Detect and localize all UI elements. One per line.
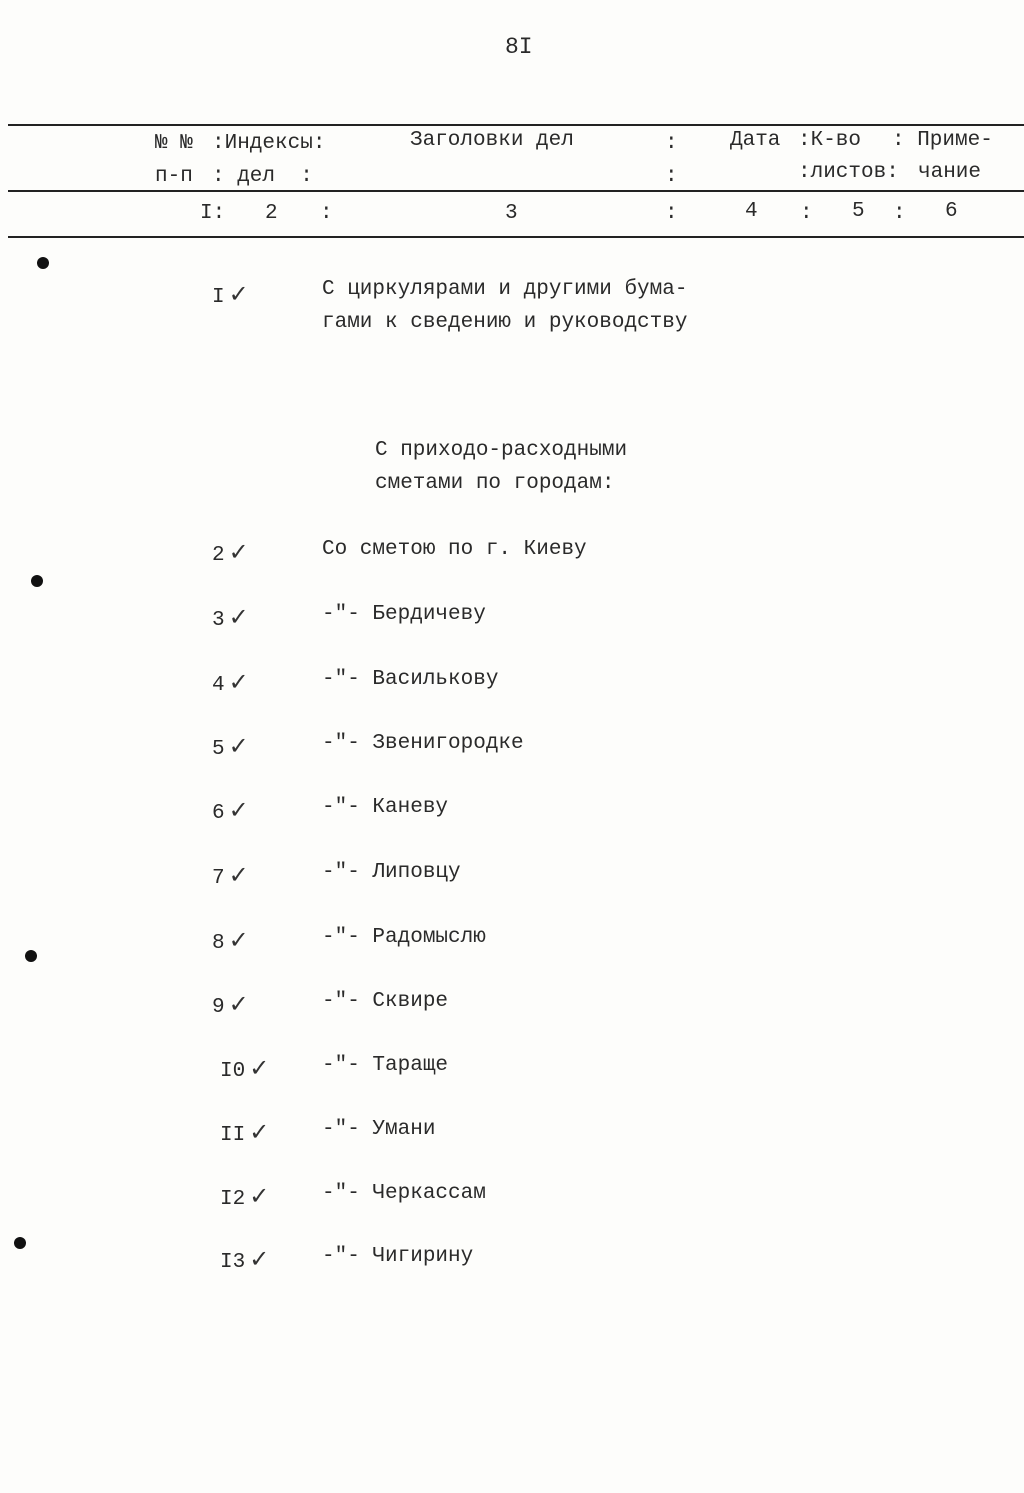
entry-title: гами к сведению и руководству	[322, 311, 688, 334]
binding-hole-mark	[25, 950, 37, 962]
page-number: 8I	[505, 34, 533, 60]
header-col5-line1: :К-во	[798, 129, 862, 152]
colnum-sep: :	[800, 202, 813, 225]
entry-title: -"- Сквире	[322, 990, 449, 1013]
entry-title: Со сметою по г. Киеву	[322, 538, 587, 561]
entry-title: -"- Василькову	[322, 668, 499, 691]
entry-number: 9 ✓	[212, 990, 249, 1019]
section-heading: С приходо-расходными	[375, 439, 628, 462]
colnum-1: I:	[200, 202, 226, 225]
binding-hole-mark	[14, 1237, 26, 1249]
entry-number: 5 ✓	[212, 732, 249, 761]
entry-title: -"- Тараще	[322, 1054, 449, 1077]
header-col2-line1: :Индексы:	[212, 132, 326, 155]
colnum-6: 6	[945, 200, 958, 223]
entry-title: -"- Радомыслю	[322, 926, 486, 949]
entry-title: -"- Бердичеву	[322, 603, 486, 626]
entry-number: 8 ✓	[212, 926, 249, 955]
table-bottom-rule	[8, 236, 1024, 238]
binding-hole-mark	[31, 575, 43, 587]
checkmark-icon: ✓	[228, 538, 249, 566]
colnum-sep: :	[665, 202, 678, 225]
table-mid-rule	[8, 190, 1024, 192]
checkmark-icon: ✓	[228, 990, 249, 1018]
entry-title: -"- Умани	[322, 1118, 436, 1141]
section-heading: сметами по городам:	[375, 472, 615, 495]
header-col5-line2: :листов:	[798, 161, 899, 184]
header-col3: Заголовки дел	[410, 129, 574, 152]
entry-number: 2 ✓	[212, 538, 249, 567]
entry-title: -"- Звенигородке	[322, 732, 524, 755]
checkmark-icon: ✓	[228, 796, 249, 824]
checkmark-icon: ✓	[228, 668, 249, 696]
checkmark-icon: ✓	[249, 1245, 270, 1273]
checkmark-icon: ✓	[228, 732, 249, 760]
entry-number: 6 ✓	[212, 796, 249, 825]
colnum-sep: :	[320, 202, 333, 225]
table-top-rule	[8, 124, 1024, 126]
entry-number: 4 ✓	[212, 668, 249, 697]
header-separator: :	[665, 165, 678, 188]
colnum-5: 5	[852, 200, 865, 223]
entry-number: II ✓	[220, 1118, 270, 1147]
entry-title: -"- Черкассам	[322, 1182, 486, 1205]
entry-number: I3 ✓	[220, 1245, 270, 1274]
entry-title: -"- Липовцу	[322, 861, 461, 884]
header-col4: Дата	[730, 129, 781, 152]
entry-title: -"- Чигирину	[322, 1245, 474, 1268]
checkmark-icon: ✓	[249, 1054, 270, 1082]
checkmark-icon: ✓	[249, 1182, 270, 1210]
checkmark-icon: ✓	[228, 280, 249, 308]
entry-number: I ✓	[212, 280, 249, 309]
entry-number: 3 ✓	[212, 603, 249, 632]
checkmark-icon: ✓	[228, 926, 249, 954]
entry-number: I0 ✓	[220, 1054, 270, 1083]
checkmark-icon: ✓	[249, 1118, 270, 1146]
colnum-sep: :	[893, 202, 906, 225]
header-col1-line2: п-п	[155, 165, 193, 188]
entry-title: -"- Каневу	[322, 796, 449, 819]
entry-title: С циркулярами и другими бума-	[322, 278, 688, 301]
binding-hole-mark	[37, 257, 49, 269]
header-col6-line2: чание	[918, 161, 982, 184]
checkmark-icon: ✓	[228, 603, 249, 631]
header-col1-line1: № №	[155, 132, 193, 155]
header-col2-line2: : дел :	[212, 165, 313, 188]
header-separator: :	[665, 132, 678, 155]
entry-number: 7 ✓	[212, 861, 249, 890]
checkmark-icon: ✓	[228, 861, 249, 889]
colnum-4: 4	[745, 200, 758, 223]
colnum-3: 3	[505, 202, 518, 225]
entry-number: I2 ✓	[220, 1182, 270, 1211]
header-col6-line1: : Приме-	[892, 129, 993, 152]
colnum-2: 2	[265, 202, 278, 225]
